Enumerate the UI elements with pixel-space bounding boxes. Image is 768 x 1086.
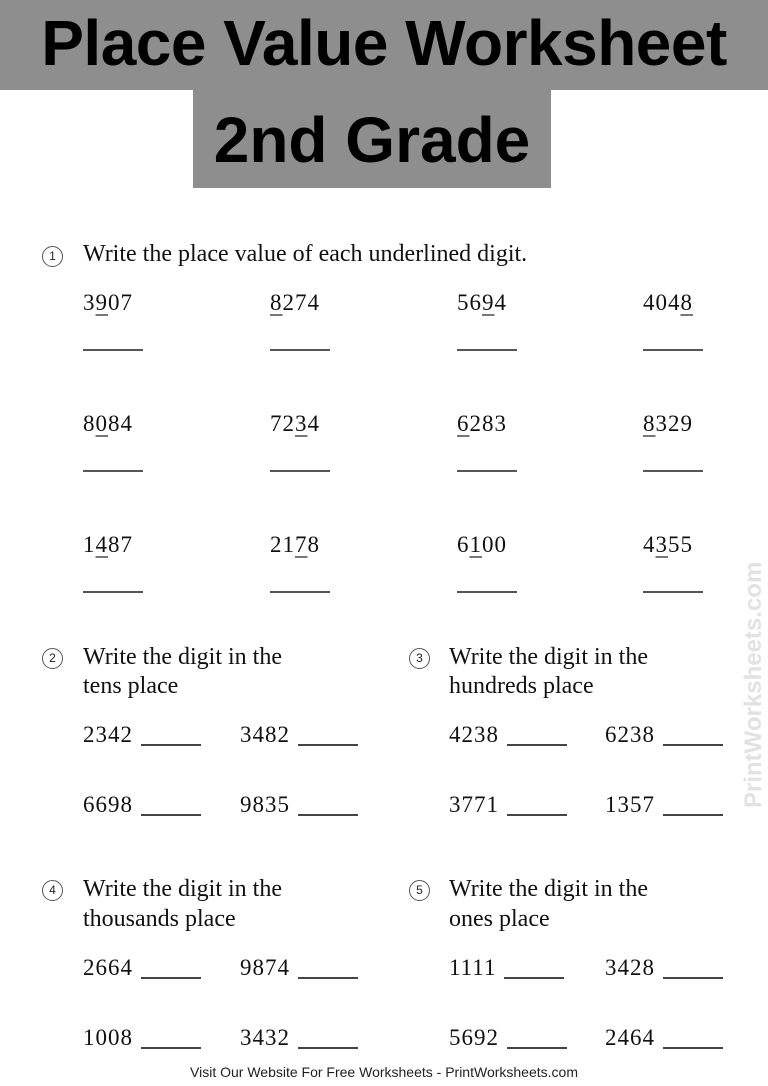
number: 6238 <box>605 722 655 747</box>
underlined-digit: 4 <box>95 532 108 557</box>
answer-blank[interactable] <box>643 470 703 472</box>
s5-item <box>605 1025 723 1051</box>
number: 1008 <box>83 1025 133 1050</box>
answer-blank[interactable] <box>83 591 143 593</box>
digits-after: 00 <box>482 532 507 557</box>
digits-before: 1 <box>83 532 96 557</box>
answer-blank[interactable] <box>663 744 723 746</box>
underlined-digit: 8 <box>270 290 283 315</box>
s2-item <box>240 722 358 748</box>
s3-item <box>605 792 723 818</box>
number: 3428 <box>605 955 655 980</box>
digits-before: 8 <box>83 411 96 436</box>
s2-item <box>83 722 201 748</box>
answer-blank[interactable] <box>83 470 143 472</box>
answer-blank[interactable] <box>643 591 703 593</box>
digits-before: 56 <box>457 290 482 315</box>
s4-item <box>240 1025 358 1051</box>
question-3-line1: Write the digit in the <box>449 644 648 670</box>
answer-blank[interactable] <box>507 1047 567 1049</box>
s3-item <box>449 722 567 748</box>
answer-blank[interactable] <box>141 744 201 746</box>
underlined-number <box>643 411 693 437</box>
underlined-digit: 7 <box>295 532 308 557</box>
number: 2464 <box>605 1025 655 1050</box>
answer-blank[interactable] <box>270 591 330 593</box>
underlined-number <box>270 532 320 558</box>
underlined-number <box>83 411 133 437</box>
s5-item <box>449 1025 567 1051</box>
answer-blank[interactable] <box>507 744 567 746</box>
answer-blank[interactable] <box>504 977 564 979</box>
page-title: Place Value Worksheet <box>41 7 727 79</box>
digits-after: 8 <box>307 532 320 557</box>
digits-after: 4 <box>494 290 507 315</box>
footer-text: Visit Our Website For Free Worksheets - PrintWorksheets.com <box>190 1064 578 1080</box>
digits-before: 72 <box>270 411 295 436</box>
question-5-line1: Write the digit in the <box>449 876 648 902</box>
s4-item <box>83 1025 201 1051</box>
digits-after: 283 <box>469 411 507 436</box>
number: 3432 <box>240 1025 290 1050</box>
digits-after: 4 <box>307 411 320 436</box>
underlined-digit: 9 <box>482 290 495 315</box>
number: 5692 <box>449 1025 499 1050</box>
underlined-digit: 3 <box>295 411 308 436</box>
underlined-digit: 0 <box>95 411 108 436</box>
underlined-number <box>457 290 507 316</box>
answer-blank[interactable] <box>298 814 358 816</box>
underlined-number <box>83 290 133 316</box>
number: 1111 <box>449 955 497 980</box>
answer-blank[interactable] <box>83 349 143 351</box>
answer-blank[interactable] <box>298 977 358 979</box>
question-number-2: 2 <box>42 648 63 669</box>
underlined-digit: 3 <box>655 532 668 557</box>
answer-blank[interactable] <box>663 1047 723 1049</box>
number: 9874 <box>240 955 290 980</box>
answer-blank[interactable] <box>457 470 517 472</box>
question-4-line1: Write the digit in the <box>83 876 282 902</box>
digits-after: 274 <box>282 290 320 315</box>
number: 1357 <box>605 792 655 817</box>
question-2-line2: tens place <box>83 673 179 699</box>
s5-item <box>449 955 564 981</box>
underlined-number <box>643 290 693 316</box>
underlined-number <box>270 411 320 437</box>
s5-item <box>605 955 723 981</box>
digits-after: 84 <box>108 411 133 436</box>
answer-blank[interactable] <box>457 591 517 593</box>
number: 2664 <box>83 955 133 980</box>
s2-item <box>240 792 358 818</box>
answer-blank[interactable] <box>298 744 358 746</box>
watermark: PrintWorksheets.com <box>740 561 767 808</box>
number: 3771 <box>449 792 499 817</box>
underlined-digit: 1 <box>469 532 482 557</box>
page-subtitle: 2nd Grade <box>213 104 531 176</box>
underlined-number <box>457 411 507 437</box>
question-1-instruction: Write the place value of each underlined digit. <box>83 241 528 267</box>
question-number-3: 3 <box>409 648 430 669</box>
question-number-5: 5 <box>409 880 430 901</box>
number: 3482 <box>240 722 290 747</box>
digits-after: 87 <box>108 532 133 557</box>
underlined-digit: 9 <box>95 290 108 315</box>
underlined-number <box>83 532 133 558</box>
answer-blank[interactable] <box>298 1047 358 1049</box>
question-2-line1: Write the digit in the <box>83 644 282 670</box>
answer-blank[interactable] <box>141 814 201 816</box>
answer-blank[interactable] <box>663 977 723 979</box>
digits-before: 3 <box>83 290 96 315</box>
underlined-number <box>270 290 320 316</box>
digits-after: 329 <box>655 411 693 436</box>
digits-before: 404 <box>643 290 681 315</box>
digits-after: 55 <box>668 532 693 557</box>
s4-item <box>240 955 358 981</box>
question-4-line2: thousands place <box>83 906 236 932</box>
answer-blank[interactable] <box>141 1047 201 1049</box>
s3-item <box>449 792 567 818</box>
underlined-digit: 8 <box>680 290 693 315</box>
digits-before: 4 <box>643 532 656 557</box>
number: 9835 <box>240 792 290 817</box>
digits-before: 21 <box>270 532 295 557</box>
digits-after: 07 <box>108 290 133 315</box>
answer-blank[interactable] <box>507 814 567 816</box>
s4-item <box>83 955 201 981</box>
answer-blank[interactable] <box>141 977 201 979</box>
question-number-4: 4 <box>42 880 63 901</box>
digits-before: 6 <box>457 532 470 557</box>
underlined-number <box>457 532 507 558</box>
answer-blank[interactable] <box>457 349 517 351</box>
number: 6698 <box>83 792 133 817</box>
s3-item <box>605 722 723 748</box>
number: 4238 <box>449 722 499 747</box>
answer-blank[interactable] <box>270 470 330 472</box>
s2-item <box>83 792 201 818</box>
answer-blank[interactable] <box>663 814 723 816</box>
answer-blank[interactable] <box>270 349 330 351</box>
number: 2342 <box>83 722 133 747</box>
underlined-digit: 8 <box>643 411 656 436</box>
question-number-1: 1 <box>42 246 63 267</box>
underlined-number <box>643 532 693 558</box>
question-5-line2: ones place <box>449 906 550 932</box>
question-3-line2: hundreds place <box>449 673 594 699</box>
answer-blank[interactable] <box>643 349 703 351</box>
underlined-digit: 6 <box>457 411 470 436</box>
